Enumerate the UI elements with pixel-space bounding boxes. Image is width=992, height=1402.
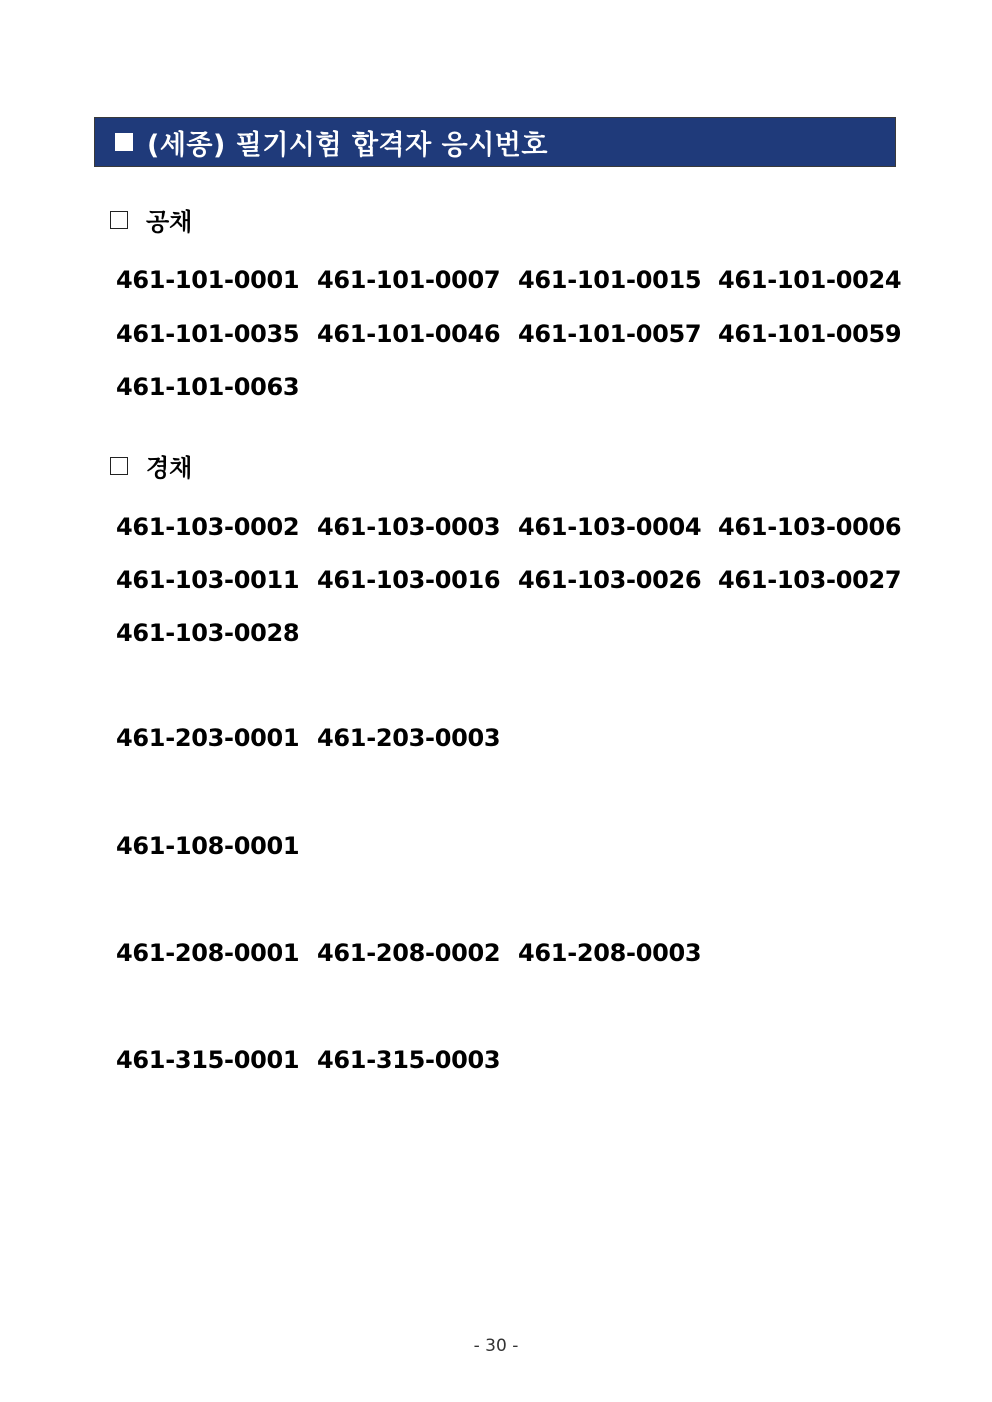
exam-number: 461-103-0027 [718, 566, 902, 594]
exam-number: 461-103-0028 [116, 619, 300, 647]
exam-number: 461-101-0046 [317, 320, 501, 348]
exam-number: 461-208-0003 [518, 939, 702, 967]
page-title: (세종) 필기시험 합격자 응시번호 [147, 129, 548, 161]
page-number: - 30 - [473, 1336, 519, 1356]
exam-number: 461-101-0024 [718, 266, 902, 294]
exam-number: 461-103-0003 [317, 513, 501, 541]
exam-number: 461-315-0001 [116, 1046, 300, 1074]
exam-number: 461-315-0003 [317, 1046, 501, 1074]
exam-number: 461-203-0003 [317, 724, 501, 752]
exam-number: 461-103-0006 [718, 513, 902, 541]
empty-checkbox-icon [110, 457, 128, 475]
section-label: 경채 [146, 454, 193, 482]
section-header-career [110, 448, 192, 483]
exam-number: 461-101-0015 [518, 266, 702, 294]
empty-checkbox-icon [110, 211, 128, 229]
exam-number: 461-203-0001 [116, 724, 300, 752]
exam-number: 461-103-0026 [518, 566, 702, 594]
exam-number: 461-103-0002 [116, 513, 300, 541]
exam-number: 461-208-0001 [116, 939, 300, 967]
section-label: 공채 [146, 208, 193, 236]
exam-number: 461-101-0059 [718, 320, 902, 348]
section-header-public [110, 202, 192, 237]
exam-number: 461-103-0016 [317, 566, 501, 594]
exam-number: 461-103-0011 [116, 566, 300, 594]
exam-number: 461-101-0001 [116, 266, 300, 294]
exam-number: 461-101-0007 [317, 266, 501, 294]
filled-square-icon [115, 133, 133, 151]
exam-number: 461-101-0057 [518, 320, 702, 348]
exam-number: 461-108-0001 [116, 832, 300, 860]
exam-number: 461-101-0063 [116, 373, 300, 401]
exam-number: 461-103-0004 [518, 513, 702, 541]
exam-number: 461-101-0035 [116, 320, 300, 348]
exam-number: 461-208-0002 [317, 939, 501, 967]
section-title-bar [94, 117, 896, 167]
